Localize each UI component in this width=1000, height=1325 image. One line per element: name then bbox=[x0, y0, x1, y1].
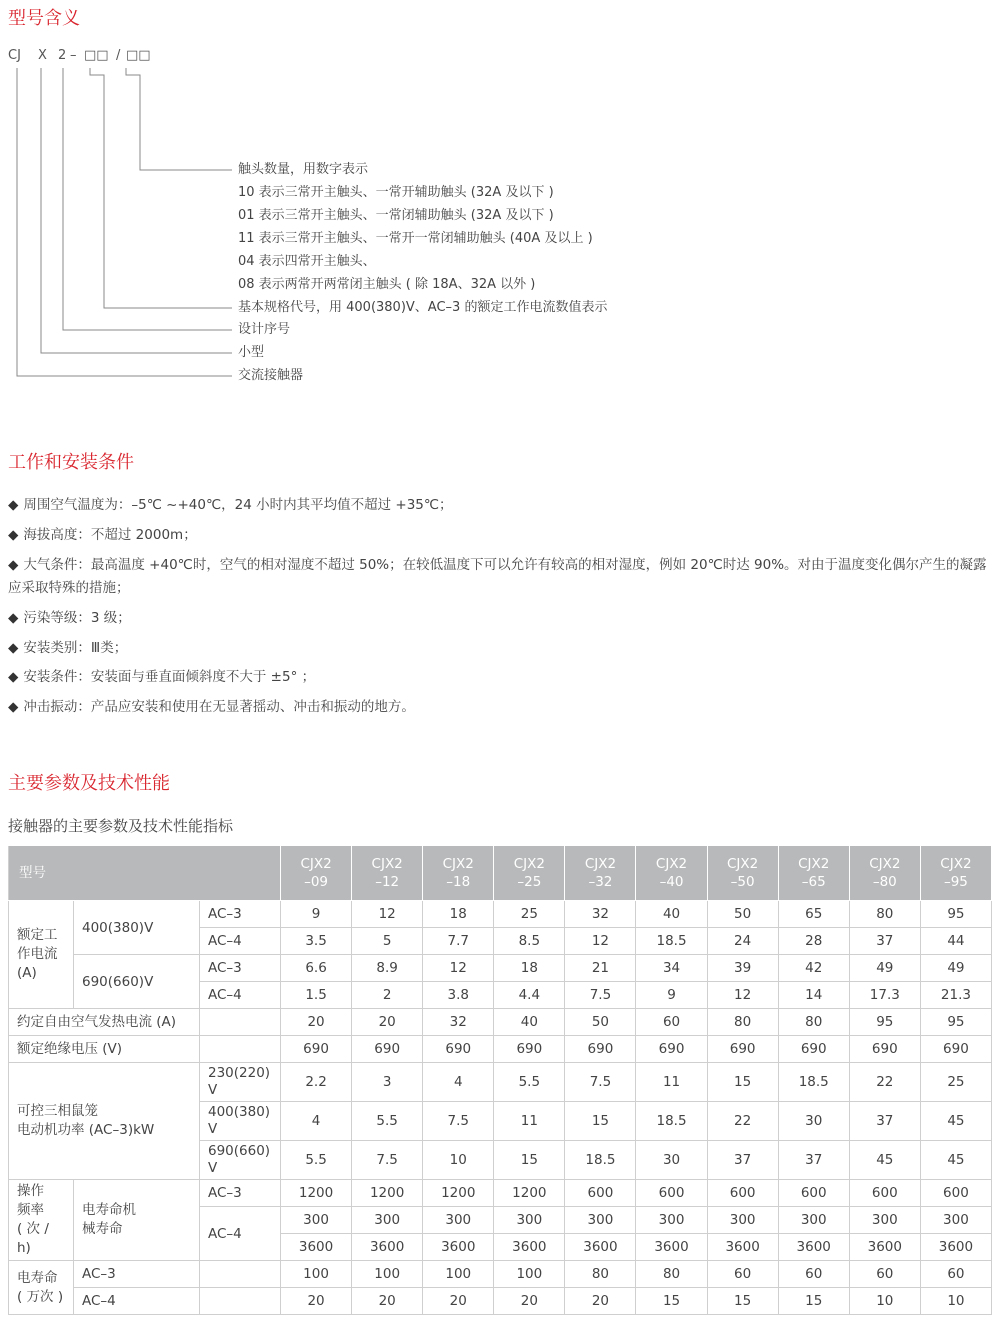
value-cell: 37 bbox=[849, 928, 920, 955]
category-label: AC–3 bbox=[74, 1261, 200, 1288]
diamond-bullet-icon: ◆ bbox=[8, 699, 19, 715]
value-cell: 7.5 bbox=[423, 1102, 494, 1141]
table-row bbox=[9, 1009, 992, 1036]
value-cell: 18 bbox=[423, 901, 494, 928]
value-cell: 600 bbox=[920, 1180, 991, 1207]
value-cell: 21 bbox=[565, 955, 636, 982]
tree-line-design bbox=[63, 68, 232, 330]
code-part-cj: CJ bbox=[8, 48, 21, 63]
value-cell: 32 bbox=[423, 1009, 494, 1036]
meaning-10: 10 表示三常开主触头、一常开辅助触头 (32A 及以下 ) bbox=[238, 185, 554, 200]
meaning-01: 01 表示三常开主触头、一常闭辅助触头 (32A 及以下 ) bbox=[238, 208, 554, 223]
value-cell: 37 bbox=[778, 1141, 849, 1180]
value-cell: 690 bbox=[707, 1036, 778, 1063]
value-cell: 50 bbox=[565, 1009, 636, 1036]
value-cell: 20 bbox=[281, 1009, 352, 1036]
value-cell: 14 bbox=[778, 982, 849, 1009]
value-cell: 300 bbox=[423, 1207, 494, 1234]
value-cell: 100 bbox=[494, 1261, 565, 1288]
value-cell: 100 bbox=[352, 1261, 423, 1288]
value-cell: 18 bbox=[494, 955, 565, 982]
value-cell: 80 bbox=[778, 1009, 849, 1036]
value-cell: 5.5 bbox=[352, 1102, 423, 1141]
power-voltage-230-label: 230(220) V bbox=[200, 1063, 281, 1102]
value-cell: 18.5 bbox=[778, 1063, 849, 1102]
code-part-dash: – bbox=[70, 48, 77, 63]
value-cell: 22 bbox=[849, 1063, 920, 1102]
value-cell: 690 bbox=[849, 1036, 920, 1063]
code-part-slash: / bbox=[116, 48, 121, 63]
value-cell: 3600 bbox=[707, 1234, 778, 1261]
value-cell: 17.3 bbox=[849, 982, 920, 1009]
value-cell: 1.5 bbox=[281, 982, 352, 1009]
value-cell: 20 bbox=[281, 1288, 352, 1315]
value-cell: 3600 bbox=[565, 1234, 636, 1261]
thermal-current-label: 约定自由空气发热电流 (A) bbox=[9, 1009, 200, 1036]
value-cell: 4 bbox=[281, 1102, 352, 1141]
table-row bbox=[9, 1063, 992, 1102]
model-header-65: CJX2 –65 bbox=[778, 846, 849, 901]
category-label: AC–4 bbox=[74, 1288, 200, 1315]
model-header-09: CJX2 –09 bbox=[281, 846, 352, 901]
value-cell: 30 bbox=[636, 1141, 707, 1180]
value-cell: 18.5 bbox=[565, 1141, 636, 1180]
value-cell: 40 bbox=[494, 1009, 565, 1036]
meaning-spec: 基本规格代号，用 400(380)V、AC–3 的额定工作电流数值表示 bbox=[238, 300, 608, 315]
value-cell: 300 bbox=[281, 1207, 352, 1234]
value-cell: 1200 bbox=[281, 1180, 352, 1207]
value-cell: 10 bbox=[423, 1141, 494, 1180]
value-cell: 11 bbox=[494, 1102, 565, 1141]
value-cell: 49 bbox=[849, 955, 920, 982]
condition-item: ◆ 大气条件：最高温度 +40℃时，空气的相对湿度不超过 50%；在较低温度下可以允许有较高的相对湿度，例如 20℃时达 90%。对由于温度变化偶尔产生的凝露应采取特殊的措施； bbox=[8, 557, 987, 596]
category-label: AC–4 bbox=[200, 1207, 281, 1261]
value-cell: 690 bbox=[636, 1036, 707, 1063]
value-cell: 20 bbox=[352, 1009, 423, 1036]
table-subtitle: 接触器的主要参数及技术性能指标 bbox=[8, 817, 234, 835]
value-cell: 9 bbox=[636, 982, 707, 1009]
meaning-11: 11 表示三常开主触头、一常开一常闭辅助触头 (40A 及以上 ) bbox=[238, 231, 593, 246]
value-cell: 10 bbox=[849, 1288, 920, 1315]
category-label: AC–3 bbox=[200, 901, 281, 928]
value-cell: 25 bbox=[920, 1063, 991, 1102]
model-header-50: CJX2 –50 bbox=[707, 846, 778, 901]
value-cell: 5 bbox=[352, 928, 423, 955]
value-cell: 300 bbox=[707, 1207, 778, 1234]
electrical-life-label: 电寿命 ( 万次 ) bbox=[9, 1261, 74, 1315]
value-cell: 50 bbox=[707, 901, 778, 928]
value-cell: 4.4 bbox=[494, 982, 565, 1009]
value-cell: 28 bbox=[778, 928, 849, 955]
diamond-bullet-icon: ◆ bbox=[8, 557, 19, 573]
condition-item: ◆ 海拔高度：不超过 2000m； bbox=[8, 527, 197, 543]
value-cell: 100 bbox=[281, 1261, 352, 1288]
value-cell: 95 bbox=[849, 1009, 920, 1036]
diamond-bullet-icon: ◆ bbox=[8, 497, 19, 513]
model-header-80: CJX2 –80 bbox=[849, 846, 920, 901]
value-cell: 60 bbox=[920, 1261, 991, 1288]
model-header-12: CJX2 –12 bbox=[352, 846, 423, 901]
category-label: AC–3 bbox=[200, 955, 281, 982]
value-cell: 37 bbox=[707, 1141, 778, 1180]
spec-table bbox=[8, 845, 992, 1315]
value-cell: 18.5 bbox=[636, 928, 707, 955]
value-cell: 32 bbox=[565, 901, 636, 928]
meaning-design: 设计序号 bbox=[238, 322, 291, 337]
model-header-95: CJX2 –95 bbox=[920, 846, 991, 901]
code-part-contacts: □□ bbox=[126, 48, 151, 63]
meaning-contactor: 交流接触器 bbox=[238, 368, 304, 383]
code-part-2: 2 bbox=[58, 48, 67, 63]
table-row bbox=[9, 1261, 992, 1288]
value-cell: 2.2 bbox=[281, 1063, 352, 1102]
value-cell: 44 bbox=[920, 928, 991, 955]
value-cell: 60 bbox=[707, 1261, 778, 1288]
value-cell: 300 bbox=[849, 1207, 920, 1234]
value-cell: 300 bbox=[352, 1207, 423, 1234]
section-title-model: 型号含义 bbox=[8, 8, 80, 29]
value-cell: 3 bbox=[352, 1063, 423, 1102]
condition-item: ◆ 冲击振动：产品应安装和使用在无显著摇动、冲击和振动的地方。 bbox=[8, 699, 415, 715]
value-cell: 1200 bbox=[494, 1180, 565, 1207]
value-cell: 49 bbox=[920, 955, 991, 982]
value-cell: 80 bbox=[636, 1261, 707, 1288]
value-cell: 37 bbox=[849, 1102, 920, 1141]
tree-line-spec bbox=[90, 68, 232, 308]
value-cell: 15 bbox=[565, 1102, 636, 1141]
value-cell: 300 bbox=[920, 1207, 991, 1234]
model-header-40: CJX2 –40 bbox=[636, 846, 707, 901]
value-cell: 3600 bbox=[636, 1234, 707, 1261]
value-cell: 3600 bbox=[849, 1234, 920, 1261]
value-cell: 60 bbox=[636, 1009, 707, 1036]
value-cell: 12 bbox=[707, 982, 778, 1009]
value-cell: 24 bbox=[707, 928, 778, 955]
value-cell: 3600 bbox=[778, 1234, 849, 1261]
value-cell: 45 bbox=[849, 1141, 920, 1180]
category-label: AC–4 bbox=[200, 928, 281, 955]
condition-item: ◆ 污染等级：3 级； bbox=[8, 610, 131, 626]
value-cell: 2 bbox=[352, 982, 423, 1009]
value-cell: 690 bbox=[778, 1036, 849, 1063]
section-title-parameters: 主要参数及技术性能 bbox=[8, 773, 170, 794]
diamond-bullet-icon: ◆ bbox=[8, 640, 19, 656]
value-cell: 60 bbox=[778, 1261, 849, 1288]
power-voltage-690-label: 690(660) V bbox=[200, 1141, 281, 1180]
value-cell: 3600 bbox=[494, 1234, 565, 1261]
value-cell: 40 bbox=[636, 901, 707, 928]
value-cell: 3600 bbox=[920, 1234, 991, 1261]
value-cell: 95 bbox=[920, 901, 991, 928]
meaning-08: 08 表示两常开两常闭主触头 ( 除 18A、32A 以外 ) bbox=[238, 277, 536, 292]
table-row bbox=[9, 901, 992, 928]
value-cell: 65 bbox=[778, 901, 849, 928]
section-title-conditions: 工作和安装条件 bbox=[8, 452, 134, 473]
value-cell: 20 bbox=[565, 1288, 636, 1315]
value-cell: 6.6 bbox=[281, 955, 352, 982]
value-cell: 1200 bbox=[352, 1180, 423, 1207]
meaning-04: 04 表示四常开主触头、 bbox=[238, 254, 376, 269]
tree-line-small bbox=[41, 68, 232, 353]
value-cell: 22 bbox=[707, 1102, 778, 1141]
value-cell: 20 bbox=[352, 1288, 423, 1315]
value-cell: 7.5 bbox=[565, 982, 636, 1009]
motor-power-label: 可控三相鼠笼 电动机功率 (AC–3)kW bbox=[9, 1063, 200, 1180]
value-cell: 300 bbox=[565, 1207, 636, 1234]
condition-item: ◆ 周围空气温度为：–5℃ ~+40℃，24 小时内其平均值不超过 +35℃； bbox=[8, 497, 453, 513]
value-cell: 300 bbox=[778, 1207, 849, 1234]
meaning-small: 小型 bbox=[238, 345, 265, 360]
diamond-bullet-icon: ◆ bbox=[8, 527, 19, 543]
value-cell: 8.9 bbox=[352, 955, 423, 982]
value-cell: 690 bbox=[423, 1036, 494, 1063]
value-cell: 3600 bbox=[352, 1234, 423, 1261]
condition-item: ◆ 安装类别：Ⅲ类； bbox=[8, 640, 128, 656]
value-cell: 7.5 bbox=[565, 1063, 636, 1102]
value-cell: 600 bbox=[778, 1180, 849, 1207]
value-cell: 15 bbox=[636, 1288, 707, 1315]
value-cell: 690 bbox=[281, 1036, 352, 1063]
value-cell: 15 bbox=[778, 1288, 849, 1315]
mechanical-life-label: 电寿命机 械寿命 bbox=[74, 1180, 200, 1261]
table-row bbox=[9, 1288, 992, 1315]
value-cell: 20 bbox=[494, 1288, 565, 1315]
value-cell: 80 bbox=[565, 1261, 636, 1288]
category-label: AC–3 bbox=[200, 1180, 281, 1207]
value-cell: 690 bbox=[494, 1036, 565, 1063]
value-cell: 8.5 bbox=[494, 928, 565, 955]
value-cell: 7.7 bbox=[423, 928, 494, 955]
value-cell: 300 bbox=[636, 1207, 707, 1234]
value-cell: 690 bbox=[565, 1036, 636, 1063]
category-label: AC–4 bbox=[200, 982, 281, 1009]
value-cell: 10 bbox=[920, 1288, 991, 1315]
value-cell: 690 bbox=[352, 1036, 423, 1063]
value-cell: 18.5 bbox=[636, 1102, 707, 1141]
meaning-contacts: 触头数量，用数字表示 bbox=[238, 162, 369, 177]
table-row bbox=[9, 1036, 992, 1063]
value-cell: 1200 bbox=[423, 1180, 494, 1207]
value-cell: 690 bbox=[920, 1036, 991, 1063]
diamond-bullet-icon: ◆ bbox=[8, 610, 19, 626]
code-part-spec: □□ bbox=[84, 48, 109, 63]
value-cell: 60 bbox=[849, 1261, 920, 1288]
value-cell: 25 bbox=[494, 901, 565, 928]
value-cell: 45 bbox=[920, 1141, 991, 1180]
tree-line-contacts bbox=[126, 68, 232, 170]
table-row bbox=[9, 955, 992, 982]
value-cell: 39 bbox=[707, 955, 778, 982]
condition-item: ◆ 安装条件：安装面与垂直面倾斜度不大于 ±5° ； bbox=[8, 669, 316, 685]
value-cell: 15 bbox=[494, 1141, 565, 1180]
value-cell: 600 bbox=[636, 1180, 707, 1207]
value-cell: 95 bbox=[920, 1009, 991, 1036]
value-cell: 9 bbox=[281, 901, 352, 928]
value-cell: 12 bbox=[565, 928, 636, 955]
value-cell: 30 bbox=[778, 1102, 849, 1141]
model-header-25: CJX2 –25 bbox=[494, 846, 565, 901]
value-cell: 5.5 bbox=[281, 1141, 352, 1180]
value-cell: 34 bbox=[636, 955, 707, 982]
operation-frequency-label: 操作 频率 ( 次 / h) bbox=[9, 1180, 74, 1261]
value-cell: 15 bbox=[707, 1288, 778, 1315]
value-cell: 42 bbox=[778, 955, 849, 982]
voltage-690-label: 690(660)V bbox=[74, 955, 200, 1009]
model-header-18: CJX2 –18 bbox=[423, 846, 494, 901]
value-cell: 600 bbox=[707, 1180, 778, 1207]
value-cell: 7.5 bbox=[352, 1141, 423, 1180]
insulation-voltage-label: 额定绝缘电压 (V) bbox=[9, 1036, 200, 1063]
model-header-32: CJX2 –32 bbox=[565, 846, 636, 901]
value-cell: 3.5 bbox=[281, 928, 352, 955]
type-header: 型号 bbox=[9, 846, 281, 901]
value-cell: 3600 bbox=[423, 1234, 494, 1261]
value-cell: 3.8 bbox=[423, 982, 494, 1009]
value-cell: 3600 bbox=[281, 1234, 352, 1261]
value-cell: 45 bbox=[920, 1102, 991, 1141]
value-cell: 21.3 bbox=[920, 982, 991, 1009]
value-cell: 100 bbox=[423, 1261, 494, 1288]
power-voltage-400-label: 400(380) V bbox=[200, 1102, 281, 1141]
rated-current-label: 额定工 作电流 (A) bbox=[9, 901, 74, 1009]
value-cell: 600 bbox=[565, 1180, 636, 1207]
value-cell: 4 bbox=[423, 1063, 494, 1102]
value-cell: 80 bbox=[707, 1009, 778, 1036]
value-cell: 12 bbox=[423, 955, 494, 982]
value-cell: 600 bbox=[849, 1180, 920, 1207]
value-cell: 12 bbox=[352, 901, 423, 928]
diamond-bullet-icon: ◆ bbox=[8, 669, 19, 685]
value-cell: 20 bbox=[423, 1288, 494, 1315]
value-cell: 5.5 bbox=[494, 1063, 565, 1102]
table-row bbox=[9, 1180, 992, 1207]
value-cell: 80 bbox=[849, 901, 920, 928]
voltage-400-label: 400(380)V bbox=[74, 901, 200, 955]
value-cell: 300 bbox=[494, 1207, 565, 1234]
value-cell: 11 bbox=[636, 1063, 707, 1102]
table-header-row bbox=[9, 846, 992, 901]
code-part-x: X bbox=[38, 48, 47, 63]
value-cell: 15 bbox=[707, 1063, 778, 1102]
